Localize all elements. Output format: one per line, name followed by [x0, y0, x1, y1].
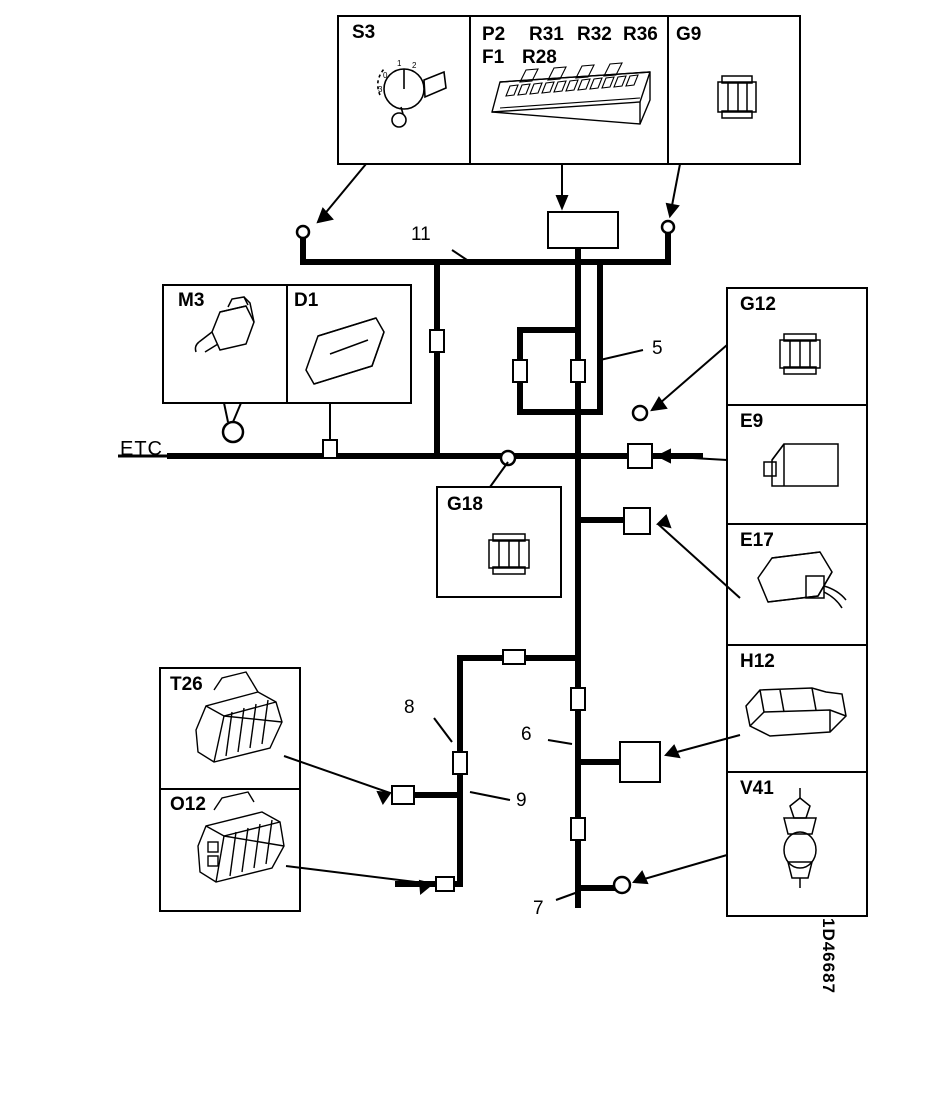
terminal-boxes [392, 444, 660, 804]
box-label-t26: T26 [170, 674, 203, 695]
connector-icon [489, 534, 529, 574]
svg-text:2: 2 [412, 61, 417, 70]
valve-icon [784, 788, 816, 888]
multi-connector-icon [196, 672, 282, 762]
box-label-r31: R31 [529, 24, 564, 45]
box-group-right [727, 288, 867, 916]
box-label-e17: E17 [740, 530, 774, 551]
box-label-r28: R28 [522, 47, 557, 68]
box-label-r32: R32 [577, 24, 612, 45]
svg-text:3: 3 [378, 85, 383, 94]
box-label-v41: V41 [740, 778, 774, 799]
svg-text:0: 0 [383, 71, 388, 80]
box-label-g12: G12 [740, 294, 776, 315]
box-label-h12: H12 [740, 651, 775, 672]
wire-label-8: 8 [404, 697, 415, 718]
box-label-f1: F1 [482, 47, 505, 68]
connector-icon [780, 334, 820, 374]
box-label-r36: R36 [623, 24, 658, 45]
control-unit-icon [758, 552, 846, 608]
drawing-number: 1D46687 [819, 918, 838, 995]
control-unit-icon [764, 444, 838, 486]
box-label-g9: G9 [676, 24, 702, 45]
wire-label-9: 9 [516, 790, 527, 811]
wire-label-5: 5 [652, 338, 663, 359]
box-label-p2: P2 [482, 24, 506, 45]
box-label-e9: E9 [740, 411, 764, 432]
box-label-d1: D1 [294, 290, 319, 311]
wire-label-6: 6 [521, 724, 532, 745]
svg-text:1: 1 [397, 59, 402, 68]
diode-icon [306, 318, 384, 384]
rotary-switch-icon [378, 59, 446, 127]
box-label-o12: O12 [170, 794, 206, 815]
junction-box [548, 212, 618, 248]
connector-icon [718, 76, 756, 118]
box-label-m3: M3 [178, 290, 205, 311]
etc-label: ETC [120, 438, 163, 460]
wire-label-7: 7 [533, 898, 544, 919]
box-label-g18: G18 [447, 494, 483, 515]
wire-label-11: 11 [411, 224, 431, 245]
lamp-housing-icon [746, 688, 846, 736]
multi-connector-icon [198, 792, 284, 882]
box-group-top [338, 16, 800, 164]
box-label-s3: S3 [352, 22, 376, 43]
fuse-relay-board-icon [492, 63, 650, 124]
